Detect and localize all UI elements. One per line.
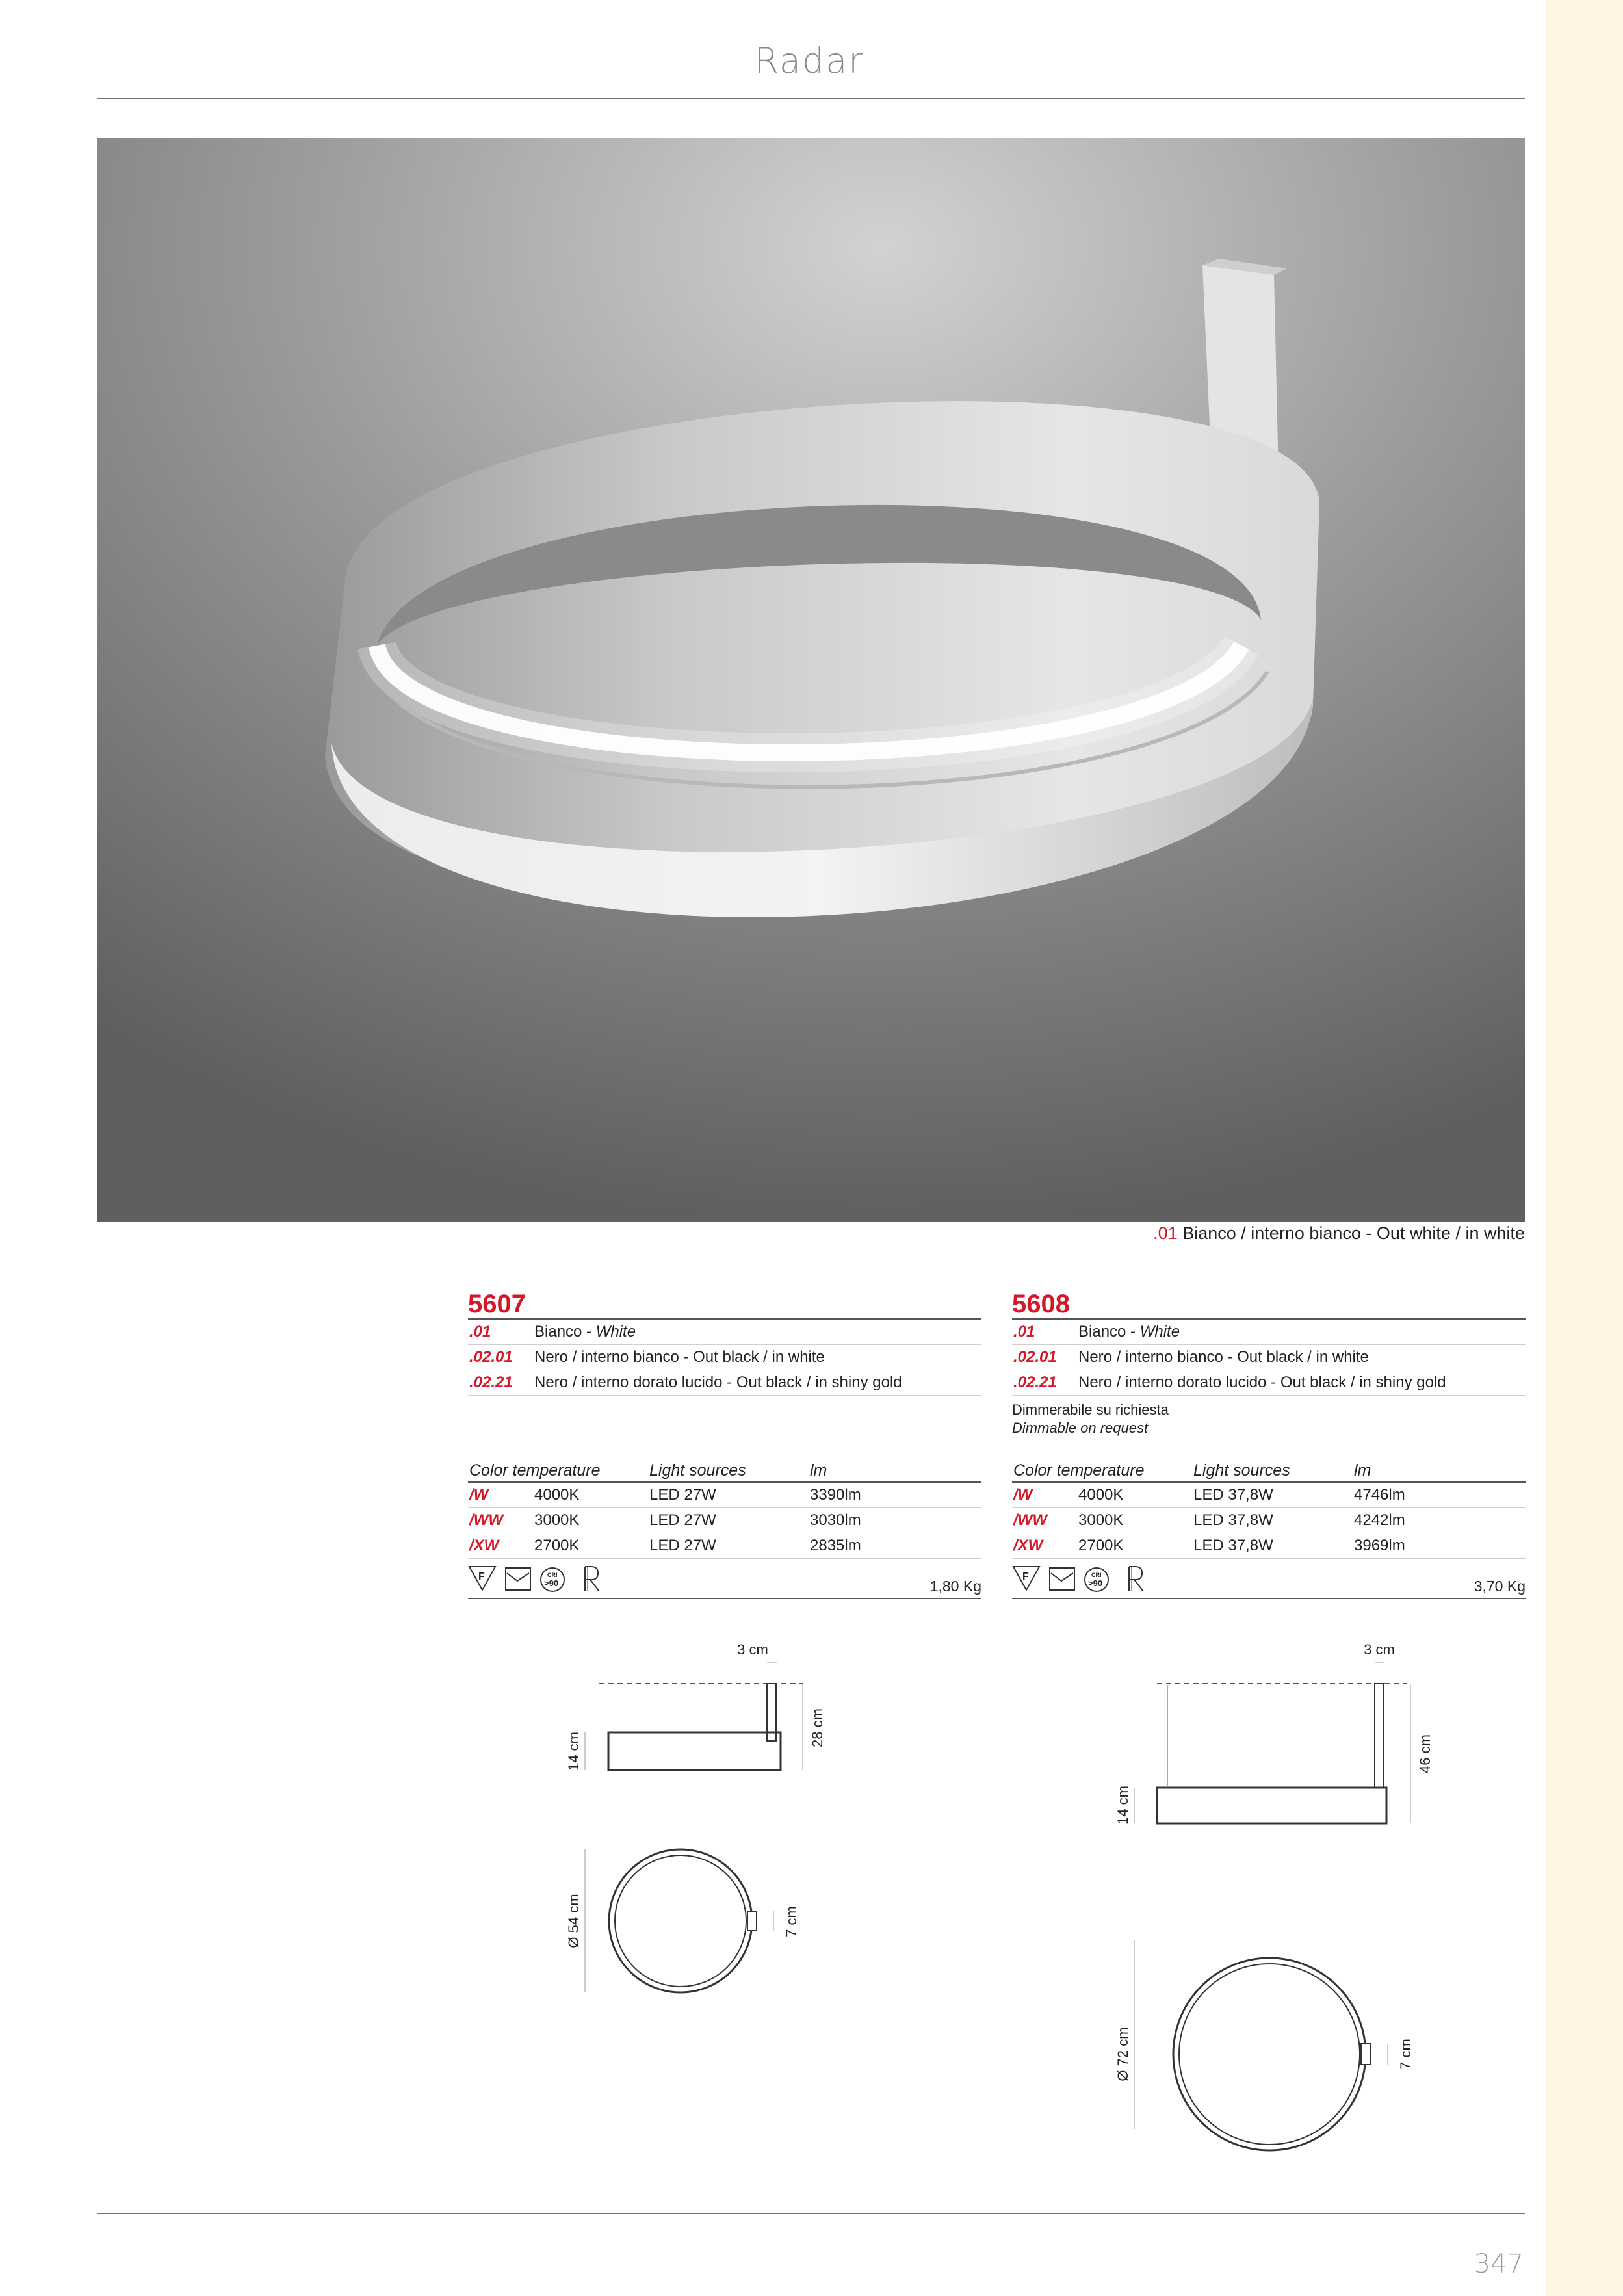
page-number: 347 <box>1474 2249 1524 2279</box>
installation-box-icon <box>506 1568 530 1590</box>
side-strip <box>1546 0 1623 2296</box>
dim-width: 7 cm <box>1397 2039 1414 2070</box>
footer-rule <box>97 2213 1525 2214</box>
dim-top-width: 3 cm <box>737 1641 768 1658</box>
finish-code: .02.01 <box>469 1348 513 1366</box>
svg-text:>90: >90 <box>1088 1578 1103 1588</box>
header-color-temperature: Color temperature <box>469 1461 601 1480</box>
finish-code: .02.21 <box>469 1374 513 1391</box>
variants-header <box>1012 1459 1526 1483</box>
header-light-sources: Light sources <box>649 1461 746 1480</box>
finish-name: Nero / interno dorato lucido - Out black / in shiny gold <box>1078 1374 1446 1391</box>
variant-temp: 2700K <box>1078 1537 1124 1554</box>
variant-code: /W <box>469 1486 489 1504</box>
photo-caption <box>1153 1223 1525 1244</box>
variant-temp: 3000K <box>534 1511 580 1529</box>
finish-row <box>468 1318 981 1345</box>
variant-row <box>468 1533 981 1559</box>
variant-source: LED 27W <box>649 1486 716 1504</box>
finish-code: .01 <box>1013 1323 1035 1340</box>
variant-lm: 3969lm <box>1354 1537 1405 1554</box>
variant-row <box>468 1508 981 1533</box>
svg-text:F: F <box>478 1571 485 1582</box>
finish-row <box>1012 1345 1526 1370</box>
finish-row <box>1012 1370 1526 1396</box>
variant-row <box>1012 1533 1526 1559</box>
finish-code: .02.01 <box>1013 1348 1057 1366</box>
variant-lm: 3030lm <box>810 1511 861 1529</box>
variant-code: /XW <box>1013 1537 1043 1554</box>
svg-text:>90: >90 <box>544 1578 559 1588</box>
finish-name: Bianco - White <box>1078 1323 1180 1340</box>
installation-box-icon <box>1050 1568 1074 1590</box>
recyclable-r-icon <box>585 1567 599 1591</box>
header-rule <box>97 98 1525 99</box>
f-triangle-icon <box>469 1567 495 1590</box>
header-color-temperature: Color temperature <box>1013 1461 1145 1480</box>
variant-temp: 2700K <box>534 1537 580 1554</box>
variant-temp: 4000K <box>534 1486 580 1504</box>
f-triangle-icon <box>1013 1567 1039 1590</box>
variant-source: LED 37,8W <box>1193 1511 1273 1529</box>
certification-icons <box>468 1559 981 1599</box>
variant-source: LED 27W <box>649 1511 716 1529</box>
variant-code: /WW <box>469 1511 503 1529</box>
finish-row <box>468 1370 981 1396</box>
variant-lm: 2835lm <box>810 1537 861 1554</box>
variant-code: /WW <box>1013 1511 1047 1529</box>
recyclable-r-icon <box>1129 1567 1143 1591</box>
dim-top-width: 3 cm <box>1364 1641 1395 1658</box>
cri-icon <box>1085 1568 1108 1591</box>
dim-height-body: 14 cm <box>1115 1786 1131 1825</box>
variant-row <box>468 1483 981 1508</box>
header-lm: lm <box>1354 1461 1371 1480</box>
finish-name: Nero / interno bianco - Out black / in white <box>534 1348 825 1366</box>
variant-code: /W <box>1013 1486 1033 1504</box>
variant-lm: 4242lm <box>1354 1511 1405 1529</box>
header-lm: lm <box>810 1461 827 1480</box>
finish-code: .02.21 <box>1013 1374 1057 1391</box>
product-weight: 1,80 Kg <box>929 1578 981 1595</box>
svg-text:CRI: CRI <box>547 1572 558 1578</box>
svg-text:F: F <box>1022 1571 1029 1582</box>
variant-source: LED 37,8W <box>1193 1486 1273 1504</box>
product-code: 5607 <box>468 1290 526 1318</box>
variant-row <box>1012 1508 1526 1533</box>
finish-name: Bianco - White <box>534 1323 636 1340</box>
dimmable-note-en: Dimmable on request <box>1012 1420 1149 1436</box>
variant-source: LED 37,8W <box>1193 1537 1273 1554</box>
finish-name: Nero / interno bianco - Out black / in white <box>1078 1348 1369 1366</box>
variant-lm: 3390lm <box>810 1486 861 1504</box>
finish-row <box>468 1345 981 1370</box>
dim-diameter: Ø 72 cm <box>1115 2027 1131 2081</box>
variant-temp: 4000K <box>1078 1486 1124 1504</box>
header-light-sources: Light sources <box>1193 1461 1290 1480</box>
product-photo <box>97 138 1525 1222</box>
product-5607 <box>468 1290 981 1599</box>
product-weight: 3,70 Kg <box>1474 1578 1526 1595</box>
svg-text:CRI: CRI <box>1091 1572 1102 1578</box>
product-code: 5608 <box>1012 1290 1070 1318</box>
product-5608 <box>1012 1290 1526 1599</box>
finish-name: Nero / interno dorato lucido - Out black / in shiny gold <box>534 1374 902 1391</box>
variant-code: /XW <box>469 1537 499 1554</box>
variant-lm: 4746lm <box>1354 1486 1405 1504</box>
dim-height-body: 14 cm <box>565 1732 582 1771</box>
finish-code: .01 <box>469 1323 491 1340</box>
dim-diameter: Ø 54 cm <box>565 1894 582 1948</box>
variant-source: LED 27W <box>649 1537 716 1554</box>
caption-code: .01 <box>1153 1223 1178 1243</box>
certification-icons <box>1012 1559 1526 1599</box>
caption-text: Bianco / interno bianco - Out white / in white <box>1177 1223 1525 1243</box>
dim-height-total: 46 cm <box>1417 1734 1433 1773</box>
dim-width: 7 cm <box>783 1906 799 1937</box>
dimmable-note-it: Dimmerabile su richiesta <box>1012 1402 1169 1418</box>
page-title: Radar <box>754 40 864 81</box>
variant-row <box>1012 1483 1526 1508</box>
dim-height-total: 28 cm <box>809 1708 825 1747</box>
variant-temp: 3000K <box>1078 1511 1124 1529</box>
finish-row <box>1012 1318 1526 1345</box>
cri-icon <box>541 1568 564 1591</box>
variants-header <box>468 1459 981 1483</box>
